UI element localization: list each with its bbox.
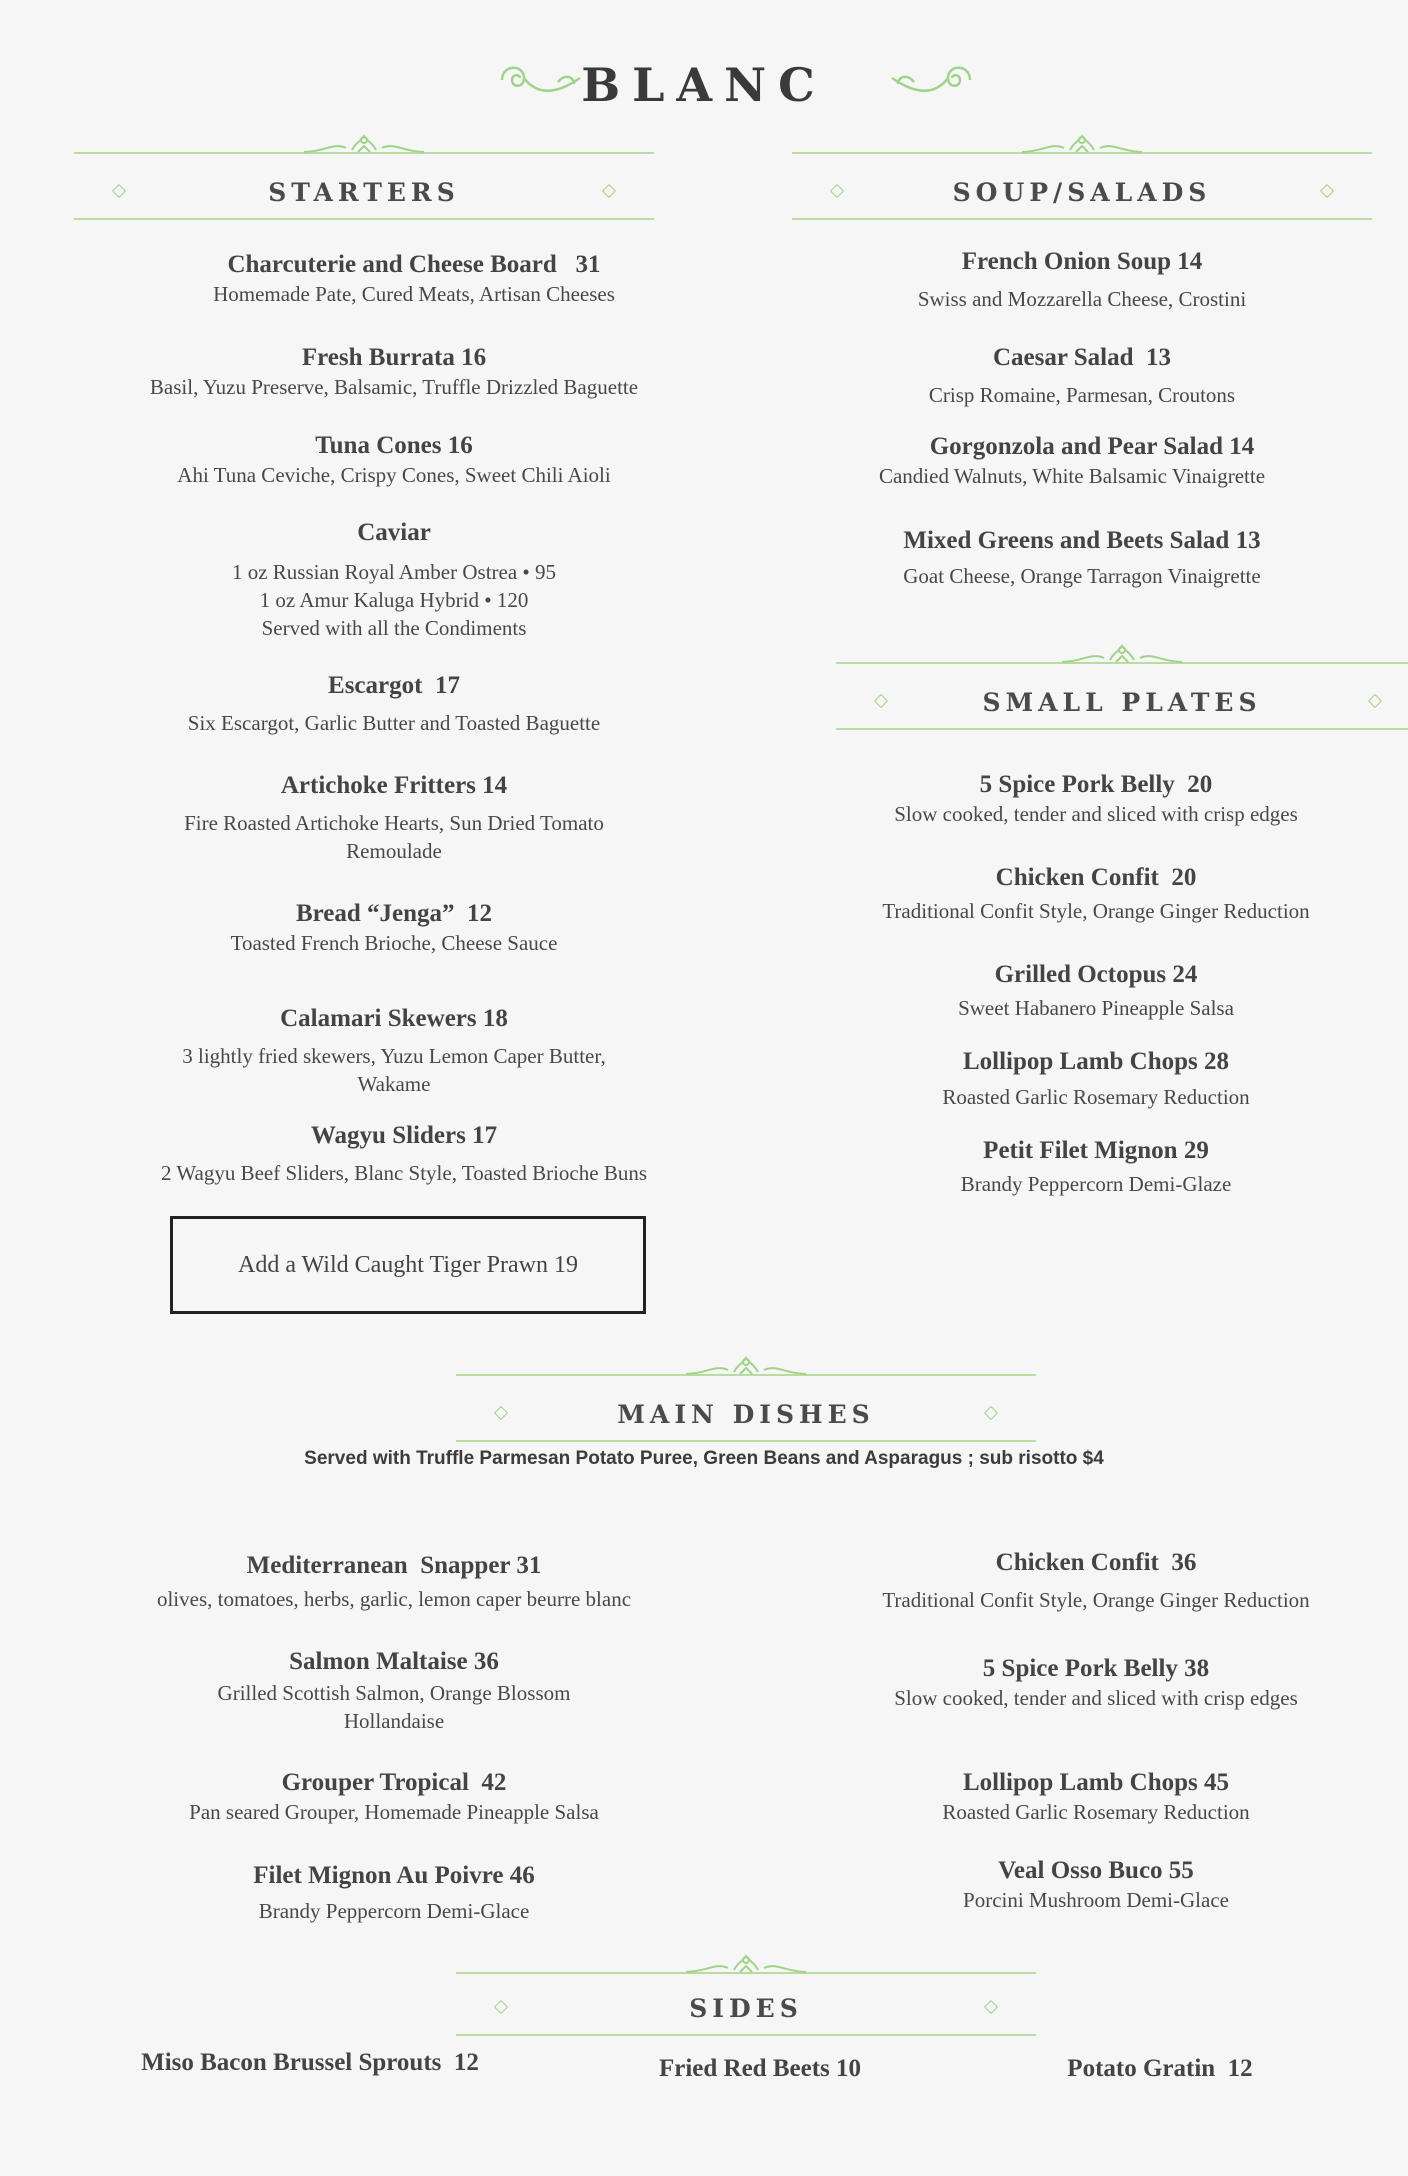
item-name: Gorgonzola and Pear Salad 14 <box>929 433 1255 460</box>
item-desc: Roasted Garlic Rosemary Reduction <box>942 1085 1250 1109</box>
item-name: Lollipop Lamb Chops 45 <box>962 1769 1230 1796</box>
item-name: Caviar <box>357 519 431 546</box>
item-desc: 1 oz Amur Kaluga Hybrid • 120 <box>259 588 529 612</box>
list-item <box>796 1856 1396 1914</box>
section-title-main-dishes: MAIN DISHES <box>617 1400 875 1429</box>
mains-note: Served with Truffle Parmesan Potato Puree, Green Beans and Asparagus ; sub risotto $4 <box>304 1448 1104 1469</box>
list-item <box>74 1861 714 1925</box>
item-desc: Sweet Habanero Pineapple Salsa <box>958 996 1234 1020</box>
item-desc: Candied Walnuts, White Balsamic Vinaigrette <box>878 464 1266 488</box>
item-desc: 1 oz Russian Royal Amber Ostrea • 95 <box>231 560 557 584</box>
item-name: Grilled Octopus 24 <box>994 961 1198 988</box>
side-item <box>100 2048 520 2078</box>
item-desc: Slow cooked, tender and sliced with crisp edges <box>894 802 1298 826</box>
item-desc: Goat Cheese, Orange Tarragon Vinaigrette <box>903 564 1261 588</box>
item-desc: Ahi Tuna Ceviche, Crispy Cones, Sweet Chili Aioli <box>177 463 611 487</box>
item-desc: Pan seared Grouper, Homemade Pineapple Salsa <box>189 1800 599 1824</box>
ornament-icon <box>1052 642 1192 670</box>
section-title-small-plates: SMALL PLATES <box>982 688 1262 717</box>
right-flourish-icon <box>888 58 974 106</box>
section-title-starters: STARTERS <box>268 178 460 207</box>
ornament-icon <box>676 1354 816 1382</box>
list-item <box>796 770 1396 828</box>
side-name: Miso Bacon Brussel Sprouts 12 <box>141 2049 479 2076</box>
sides-header <box>456 1972 1036 2036</box>
side-item <box>1000 2054 1320 2084</box>
item-desc: 2 Wagyu Beef Sliders, Blanc Style, Toasted Brioche Buns <box>161 1161 647 1185</box>
item-name: Salmon Maltaise 36 <box>289 1648 499 1675</box>
item-name: Petit Filet Mignon 29 <box>983 1137 1209 1164</box>
item-desc: Swiss and Mozzarella Cheese, Crostini <box>917 287 1247 311</box>
list-item <box>74 343 714 401</box>
item-desc: Served with all the Condiments <box>261 616 527 640</box>
list-item <box>796 1548 1396 1614</box>
list-item <box>84 1121 724 1187</box>
item-name: Filet Mignon Au Poivre 46 <box>253 1862 535 1889</box>
list-item <box>74 1768 714 1826</box>
item-name: French Onion Soup 14 <box>961 248 1203 275</box>
item-desc: Six Escargot, Garlic Butter and Toasted Baguette <box>187 711 601 735</box>
list-item <box>796 1768 1396 1826</box>
restaurant-title: BLANC <box>581 58 827 112</box>
list-item <box>74 899 714 957</box>
side-name: Fried Red Beets 10 <box>658 2055 862 2082</box>
ornament-icon <box>294 132 434 160</box>
item-desc: Wakame <box>357 1072 431 1096</box>
side-item <box>560 2054 960 2084</box>
item-desc: Roasted Garlic Rosemary Reduction <box>942 1800 1250 1824</box>
item-name: Mediterranean Snapper 31 <box>246 1552 542 1579</box>
list-item <box>74 518 714 642</box>
list-item <box>792 343 1372 409</box>
list-item <box>796 1654 1396 1712</box>
list-item <box>772 432 1408 490</box>
ornament-icon <box>676 1952 816 1980</box>
list-item <box>796 1136 1396 1198</box>
item-name: Wagyu Sliders 17 <box>310 1122 498 1149</box>
list-item <box>74 1551 714 1613</box>
item-name: Artichoke Fritters 14 <box>280 772 508 799</box>
starters-header <box>74 152 654 222</box>
item-name: Lollipop Lamb Chops 28 <box>962 1048 1230 1075</box>
add-prawn-box: Add a Wild Caught Tiger Prawn 19 <box>170 1216 646 1314</box>
section-title-soups: SOUP/SALADS <box>952 178 1212 207</box>
item-name: 5 Spice Pork Belly 20 <box>979 771 1213 798</box>
main-dishes-header <box>456 1374 1036 1444</box>
item-desc: Grilled Scottish Salmon, Orange Blossom <box>217 1681 571 1705</box>
item-desc: Toasted French Brioche, Cheese Sauce <box>230 931 558 955</box>
list-item <box>74 431 714 489</box>
item-desc: olives, tomatoes, herbs, garlic, lemon caper beurre blanc <box>156 1587 632 1611</box>
item-name: Mixed Greens and Beets Salad 13 <box>903 527 1261 554</box>
item-name: Charcuterie and Cheese Board 31 <box>227 251 601 278</box>
list-item <box>796 960 1396 1022</box>
item-desc: Fire Roasted Artichoke Hearts, Sun Dried Tomato <box>184 811 604 835</box>
item-desc: 3 lightly fried skewers, Yuzu Lemon Caper Butter, <box>182 1044 606 1068</box>
item-name: Chicken Confit 36 <box>995 1549 1197 1576</box>
section-title-sides: SIDES <box>689 1994 803 2023</box>
item-desc: Traditional Confit Style, Orange Ginger Reduction <box>882 1588 1310 1612</box>
item-desc: Brandy Peppercorn Demi-Glace <box>258 1899 530 1923</box>
item-desc: Crisp Romaine, Parmesan, Croutons <box>928 383 1236 407</box>
item-name: Grouper Tropical 42 <box>281 1769 507 1796</box>
item-desc: Slow cooked, tender and sliced with crisp edges <box>894 1686 1298 1710</box>
item-name: 5 Spice Pork Belly 38 <box>982 1655 1210 1682</box>
list-item <box>792 526 1372 590</box>
item-desc: Traditional Confit Style, Orange Ginger Reduction <box>882 899 1310 923</box>
item-desc: Brandy Peppercorn Demi-Glaze <box>960 1172 1232 1196</box>
item-desc: Basil, Yuzu Preserve, Balsamic, Truffle Drizzled Baguette <box>149 375 639 399</box>
ornament-icon <box>1012 132 1152 160</box>
list-item <box>74 771 714 865</box>
item-name: Bread “Jenga” 12 <box>295 900 493 927</box>
list-item <box>74 1004 714 1098</box>
list-item <box>796 1047 1396 1111</box>
list-item <box>74 1647 714 1735</box>
item-name: Caesar Salad 13 <box>992 344 1172 371</box>
item-name: Fresh Burrata 16 <box>301 344 487 371</box>
list-item <box>74 250 754 308</box>
item-desc: Homemade Pate, Cured Meats, Artisan Cheeses <box>213 282 615 306</box>
side-name: Potato Gratin 12 <box>1067 2055 1253 2082</box>
item-name: Veal Osso Buco 55 <box>998 1857 1194 1884</box>
item-name: Tuna Cones 16 <box>315 432 473 459</box>
item-desc: Remoulade <box>346 839 442 863</box>
item-name: Calamari Skewers 18 <box>280 1005 508 1032</box>
list-item <box>74 671 714 737</box>
list-item <box>792 247 1372 313</box>
small-plates-header <box>836 662 1408 732</box>
item-name: Escargot 17 <box>328 672 460 699</box>
item-desc: Hollandaise <box>343 1709 445 1733</box>
soups-header <box>792 152 1372 222</box>
item-name: Chicken Confit 20 <box>995 864 1197 891</box>
list-item <box>796 863 1396 925</box>
item-desc: Porcini Mushroom Demi-Glace <box>963 1888 1229 1912</box>
